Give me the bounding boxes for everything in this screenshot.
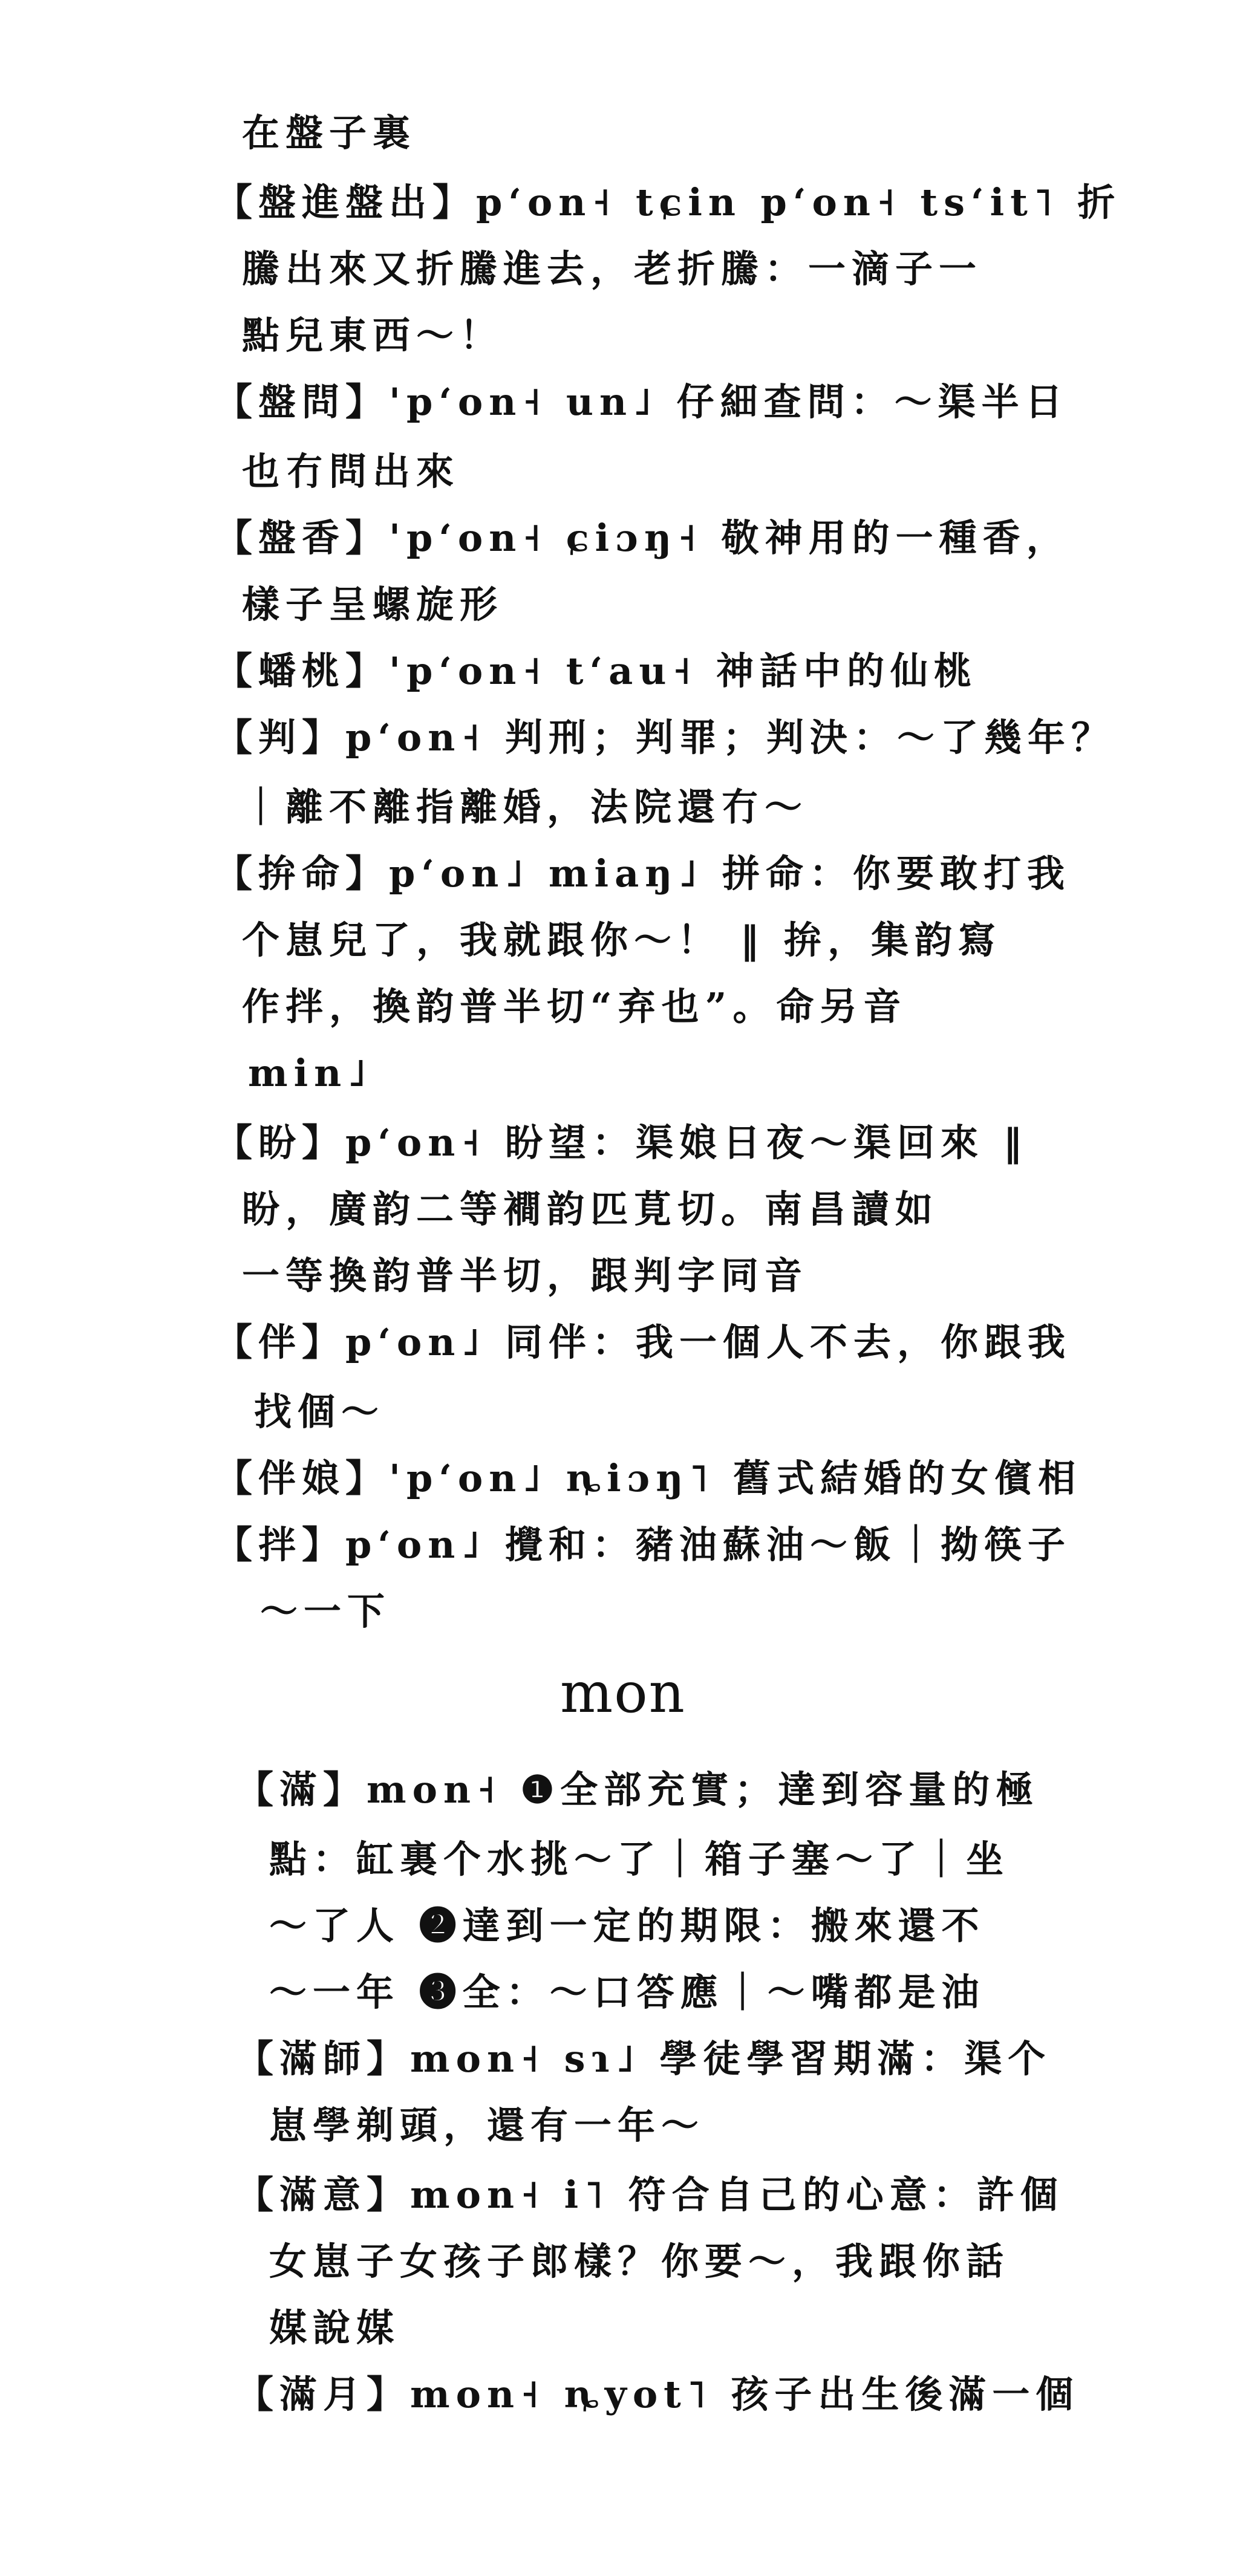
- text-line-11: ｜離不離指離婚，法院還冇～: [242, 785, 809, 829]
- text-line-25: 點：缸裏个水挑～了｜箱子塞～了｜坐: [269, 1837, 1010, 1881]
- text-line-23: ～一下: [260, 1589, 391, 1633]
- text-line-13: 个崽兒了，我就跟你～！ ‖ 拚，集韵寫: [242, 918, 1002, 962]
- text-line-20: 找個～: [254, 1390, 385, 1434]
- text-line-4: 點兒東西～！: [242, 313, 504, 357]
- text-line-31: 女崽子女孩子郎樣？你要～，我跟你話: [269, 2239, 1010, 2283]
- entry-pan-tao: 【蟠桃】'p‘on˧ t‘au˧ 神話中的仙桃: [215, 649, 977, 693]
- text-line-17: 盼，廣韵二等襇韵匹莧切。南昌讀如: [242, 1187, 939, 1231]
- text-line-26: ～了人 ❷達到一定的期限：搬來還不: [269, 1904, 985, 1948]
- text-line-1: 在盤子裏: [242, 111, 417, 155]
- text-line-27: ～一年 ❸全：～口答應｜～嘴都是油: [269, 1970, 985, 2014]
- entry-ban: 【伴】p‘on˩ 同伴：我一個人不去，你跟我: [215, 1320, 1071, 1364]
- text-line-29: 崽學剃頭，還有一年～: [269, 2103, 705, 2147]
- entry-pan-judge: 【判】p‘on˧ 判刑；判罪；判決：～了幾年？: [215, 715, 1115, 759]
- entry-pan-jin-pan-chu: 【盤進盤出】p‘on˧ tɕin p‘on˧ ts‘it˥ 折: [215, 180, 1121, 224]
- entry-ban-niang: 【伴娘】'p‘on˩ ȵiɔŋ˥ 舊式結婚的女儐相: [215, 1456, 1082, 1500]
- entry-ban-mix: 【拌】p‘on˩ 攪和：豬油蘇油～飯｜拗筷子: [215, 1523, 1071, 1567]
- entry-man-yi: 【滿意】mon˧ i˥ 符合自己的心意：許個: [236, 2173, 1064, 2217]
- text-line-3: 騰出來又折騰進去，老折騰：一滴子一: [242, 247, 983, 291]
- entry-man-shi: 【滿師】mon˧ sɿ˩ 學徒學習期滿：渠个: [236, 2037, 1052, 2081]
- text-line-15: min˩: [248, 1051, 373, 1095]
- text-line-14: 作拌，換韵普半切“弃也”。命另音: [242, 984, 907, 1029]
- entry-man: 【滿】mon˧ ❶全部充實；達到容量的極: [236, 1768, 1040, 1812]
- text-line-8: 樣子呈螺旋形: [242, 582, 504, 626]
- section-heading: mon: [560, 1660, 686, 1725]
- text-line-32: 媒說媒: [269, 2306, 400, 2350]
- entry-pan-xiang: 【盤香】'p‘on˧ ɕiɔŋ˧ 敬神用的一種香，: [215, 516, 1070, 560]
- text-line-6: 也冇問出來: [242, 449, 460, 493]
- text-line-18: 一等換韵普半切，跟判字同音: [242, 1254, 809, 1298]
- entry-man-yue: 【滿月】mon˧ ȵyot˥ 孩子出生後滿一個: [236, 2372, 1080, 2416]
- entry-pan-wen: 【盤問】'p‘on˧ un˩ 仔細查問：～渠半日: [215, 380, 1069, 424]
- entry-pan-hope: 【盼】p‘on˧ 盼望：渠娘日夜～渠回來 ‖: [215, 1120, 1028, 1165]
- entry-pan-ming: 【拚命】p‘on˩ miaŋ˩ 拼命：你要敢打我: [215, 851, 1071, 896]
